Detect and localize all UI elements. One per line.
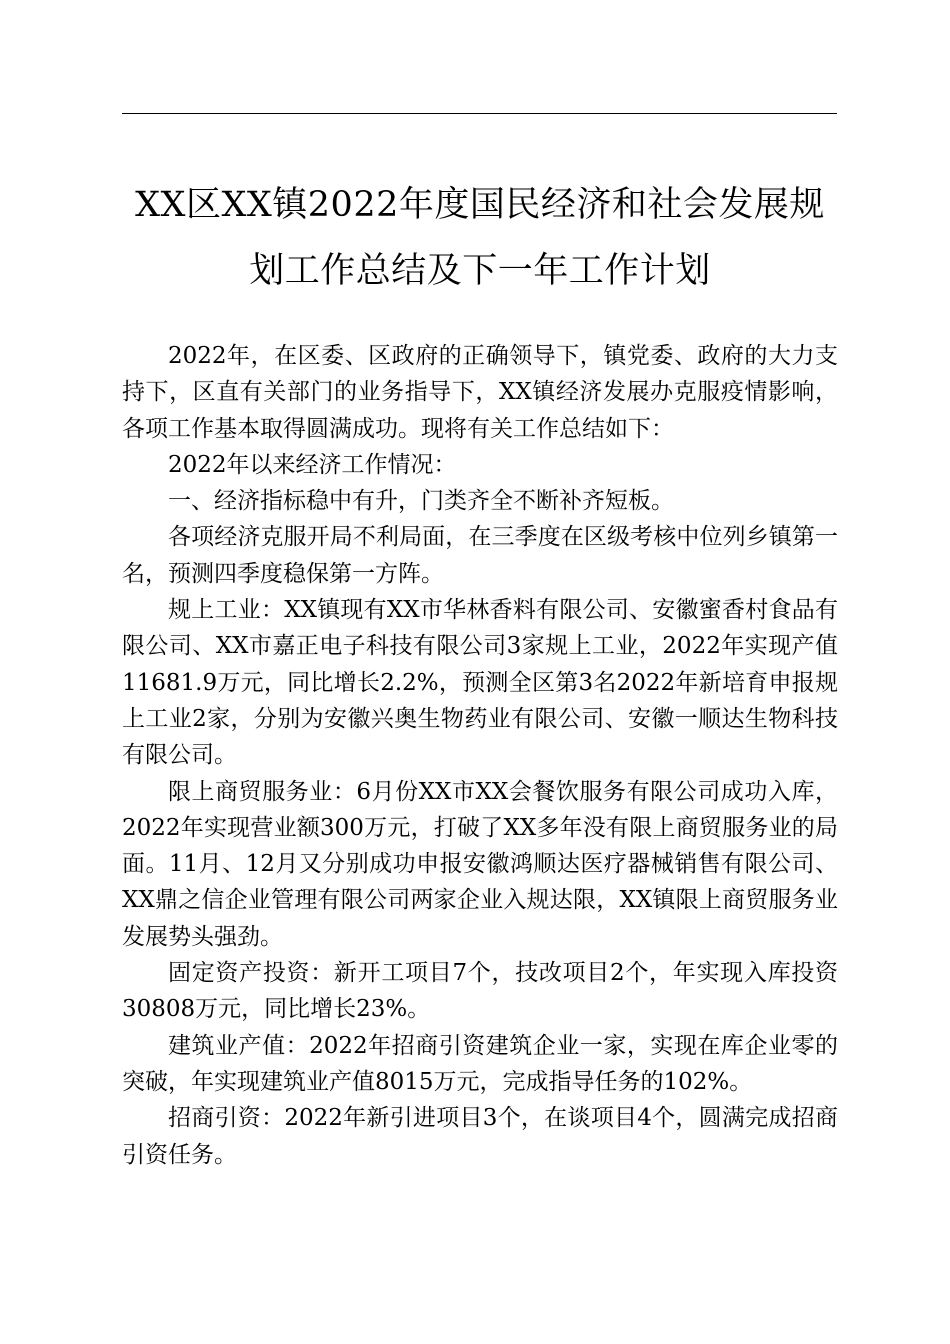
paragraph-intro: 2022年，在区委、区政府的正确领导下，镇党委、政府的大力支持下，区直有关部门的业务指导下，XX镇经济发展办克服疫情影响，各项工作基本取得圆满成功。现将有关工作总结如下：: [122, 343, 838, 442]
title-line-2: 划工作总结及下一年工作计划: [249, 251, 711, 291]
paragraph-construction: 建筑业产值：2022年招商引资建筑企业一家，实现在库企业零的突破，年实现建筑业产值8015万元，完成指导任务的102%。: [122, 1032, 838, 1095]
paragraph-overview: 各项经济克服开局不利局面，在三季度在区级考核中位列乡镇第一名，预测四季度稳保第一方阵。: [122, 524, 838, 587]
paragraph-industry: 规上工业：XX镇现有XX市华林香料有限公司、安徽蜜香村食品有限公司、XX市嘉正电子科技有限公司3家规上工业，2022年实现产值11681.9万元，同比增长2.2%，预测全区第3名2022年新培育申报规上工业2家，分别为安徽兴奥生物药业有限公司、安徽一顺达生物科技有限公司。: [122, 597, 838, 769]
paragraph-point-one: 一、经济指标稳中有升，门类齐全不断补齐短板。: [168, 488, 674, 515]
header-rule: [122, 113, 837, 114]
paragraph-commerce: 限上商贸服务业：6月份XX市XX会餐饮服务有限公司成功入库，2022年实现营业额300万元，打破了XX多年没有限上商贸服务业的局面。11月、12月又分别成功申报安徽鸿顺达医疗器械销售有限公司、XX鼎之信企业管理有限公司两家企业入规达限，XX镇限上商贸服务业发展势头强劲。: [122, 778, 838, 950]
paragraph-section-heading: 2022年以来经济工作情况：: [168, 451, 457, 478]
document-body: [122, 338, 838, 1173]
document-title: [110, 172, 850, 304]
paragraph-investment: 招商引资：2022年新引进项目3个，在谈项目4个，圆满完成招商引资任务。: [122, 1105, 838, 1168]
paragraph-fixed-assets: 固定资产投资：新开工项目7个，技改项目2个，年实现入库投资30808万元，同比增长23%。: [122, 960, 838, 1023]
title-line-1: XX区XX镇2022年度国民经济和社会发展规: [135, 185, 825, 225]
